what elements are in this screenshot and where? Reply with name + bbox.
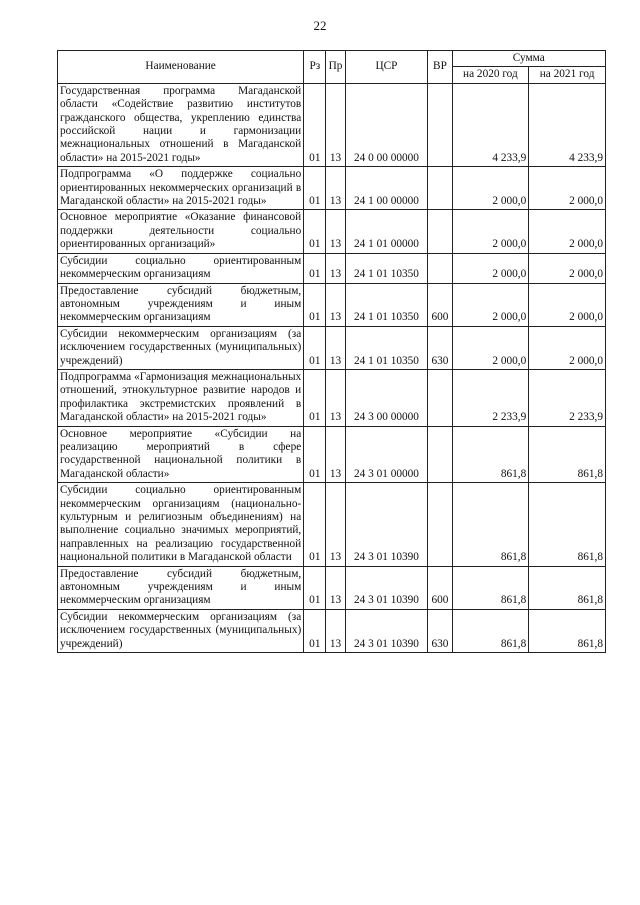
row-rz: 01 [304, 210, 326, 253]
row-sum-2021: 2 000,0 [529, 253, 606, 283]
row-name: Предоставление субсидий бюджетным, автономным учреждениям и иным некоммерческим организациям [58, 566, 304, 609]
row-csr: 24 3 00 00000 [345, 369, 428, 426]
row-vr [428, 483, 452, 566]
row-sum-2021: 2 000,0 [529, 167, 606, 210]
row-sum-2021: 2 233,9 [529, 369, 606, 426]
row-vr: 630 [428, 326, 452, 369]
row-csr: 24 1 01 10350 [345, 253, 428, 283]
header-pr: Пр [326, 51, 345, 84]
row-csr: 24 1 01 00000 [345, 210, 428, 253]
row-sum-2021: 2 000,0 [529, 210, 606, 253]
row-sum-2020: 2 233,9 [452, 369, 529, 426]
row-name: Государственная программа Магаданской области «Содействие развитию институтов гражданского общества, укреплению единства российской нации и гармонизации межнациональных отношений в Магаданской области» на 2015-2021 годы» [58, 83, 304, 166]
page-number: 22 [313, 18, 327, 33]
row-rz: 01 [304, 326, 326, 369]
row-sum-2020: 2 000,0 [452, 283, 529, 326]
row-sum-2020: 2 000,0 [452, 326, 529, 369]
table-row [58, 167, 606, 210]
row-rz: 01 [304, 566, 326, 609]
row-pr: 13 [326, 566, 345, 609]
row-sum-2021: 861,8 [529, 609, 606, 652]
row-csr: 24 3 01 10390 [345, 483, 428, 566]
table-row [58, 566, 606, 609]
row-rz: 01 [304, 83, 326, 166]
header-vr: ВР [428, 51, 452, 84]
row-csr: 24 0 00 00000 [345, 83, 428, 166]
row-csr: 24 1 01 10350 [345, 326, 428, 369]
row-sum-2021: 2 000,0 [529, 326, 606, 369]
row-pr: 13 [326, 83, 345, 166]
table-body [58, 83, 606, 652]
row-sum-2021: 861,8 [529, 566, 606, 609]
row-vr [428, 426, 452, 483]
row-name: Основное мероприятие «Оказание финансовой поддержки деятельности социально ориентированных организаций» [58, 210, 304, 253]
row-sum-2021: 4 233,9 [529, 83, 606, 166]
row-pr: 13 [326, 483, 345, 566]
table-row [58, 426, 606, 483]
row-vr [428, 83, 452, 166]
table-row [58, 83, 606, 166]
table-row [58, 369, 606, 426]
row-csr: 24 1 01 10350 [345, 283, 428, 326]
row-sum-2020: 861,8 [452, 426, 529, 483]
table-row [58, 210, 606, 253]
table-header [58, 51, 606, 84]
row-sum-2021: 2 000,0 [529, 283, 606, 326]
row-pr: 13 [326, 283, 345, 326]
row-sum-2021: 861,8 [529, 426, 606, 483]
row-sum-2020: 2 000,0 [452, 210, 529, 253]
row-rz: 01 [304, 253, 326, 283]
row-sum-2020: 861,8 [452, 483, 529, 566]
header-sum: Сумма [452, 51, 605, 67]
row-pr: 13 [326, 210, 345, 253]
row-name: Субсидии некоммерческим организациям (за исключением государственных (муниципальных) учреждений) [58, 326, 304, 369]
row-vr: 630 [428, 609, 452, 652]
row-rz: 01 [304, 426, 326, 483]
table-row [58, 326, 606, 369]
row-sum-2020: 4 233,9 [452, 83, 529, 166]
budget-table [57, 50, 606, 653]
row-vr [428, 369, 452, 426]
row-csr: 24 3 01 10390 [345, 566, 428, 609]
header-2021: на 2021 год [529, 67, 606, 83]
row-csr: 24 1 00 00000 [345, 167, 428, 210]
row-name: Субсидии некоммерческим организациям (за исключением государственных (муниципальных) учреждений) [58, 609, 304, 652]
row-vr [428, 167, 452, 210]
row-sum-2021: 861,8 [529, 483, 606, 566]
row-sum-2020: 861,8 [452, 609, 529, 652]
table-row [58, 253, 606, 283]
row-sum-2020: 2 000,0 [452, 253, 529, 283]
row-name: Подпрограмма «Гармонизация межнациональных отношений, этнокультурное развитие народов и профилактика экстремистских проявлений в Магаданской области» на 2015-2021 годы» [58, 369, 304, 426]
table-row [58, 283, 606, 326]
row-pr: 13 [326, 253, 345, 283]
row-rz: 01 [304, 167, 326, 210]
row-name: Предоставление субсидий бюджетным, автономным учреждениям и иным некоммерческим организациям [58, 283, 304, 326]
row-rz: 01 [304, 483, 326, 566]
row-pr: 13 [326, 167, 345, 210]
row-rz: 01 [304, 609, 326, 652]
table-row [58, 609, 606, 652]
row-vr [428, 253, 452, 283]
row-pr: 13 [326, 326, 345, 369]
row-name: Субсидии социально ориентированным некоммерческим организациям (национально-культурным и религиозным объединениям) на выполнение социально значимых мероприятий, направленных на реализацию государственной национальной политики в Магаданской области [58, 483, 304, 566]
row-rz: 01 [304, 369, 326, 426]
row-name: Основное мероприятие «Субсидии на реализацию мероприятий в сфере государственной национальной политики в Магаданской области» [58, 426, 304, 483]
row-rz: 01 [304, 283, 326, 326]
row-sum-2020: 2 000,0 [452, 167, 529, 210]
row-csr: 24 3 01 10390 [345, 609, 428, 652]
table-row [58, 483, 606, 566]
row-csr: 24 3 01 00000 [345, 426, 428, 483]
row-pr: 13 [326, 369, 345, 426]
header-name: Наименование [58, 51, 304, 84]
header-rz: Рз [304, 51, 326, 84]
row-name: Подпрограмма «О поддержке социально ориентированных некоммерческих организаций в Магаданской области» на 2015-2021 годы» [58, 167, 304, 210]
row-vr: 600 [428, 566, 452, 609]
row-sum-2020: 861,8 [452, 566, 529, 609]
row-name: Субсидии социально ориентированным некоммерческим организациям [58, 253, 304, 283]
row-vr: 600 [428, 283, 452, 326]
header-csr: ЦСР [345, 51, 428, 84]
row-vr [428, 210, 452, 253]
row-pr: 13 [326, 609, 345, 652]
header-2020: на 2020 год [452, 67, 529, 83]
row-pr: 13 [326, 426, 345, 483]
